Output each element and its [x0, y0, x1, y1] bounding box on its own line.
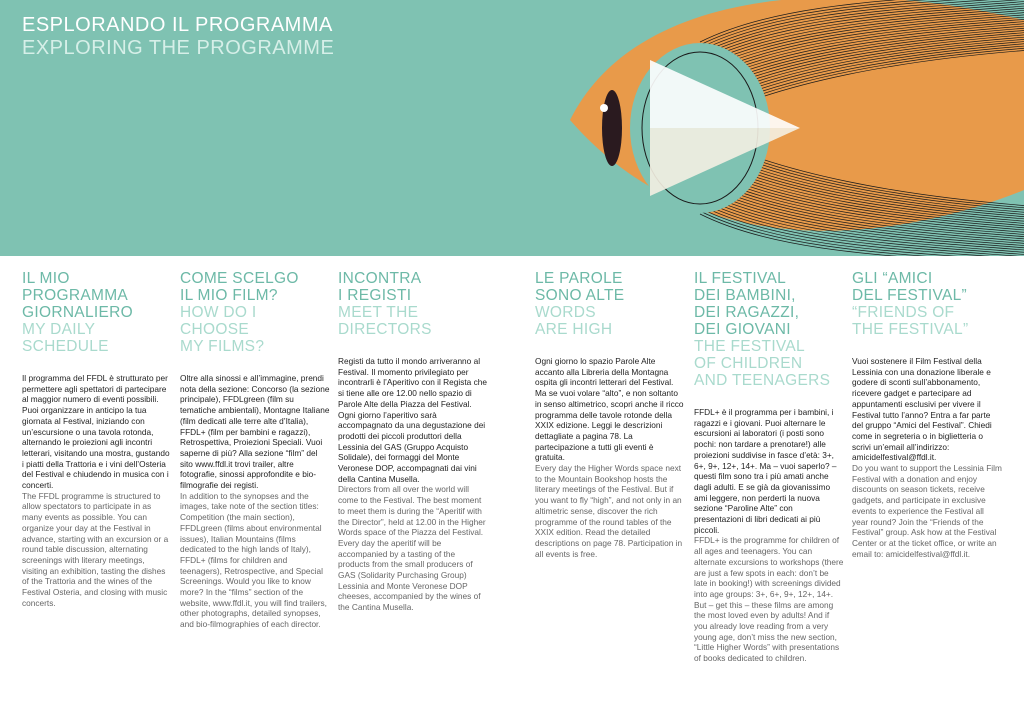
section-body-it: Ogni giorno lo spazio Parole Alte accanto alla Libreria della Montagna ospita gli incontri letterari del Festival. Ma se vuoi volare “alto”, e non soltanto in senso altimetrico, scopri anche il ricco programma delle tavole rotonde della XXIX edizione. Leggi le descrizioni dettagliate a pagina 78. La partecipazione a tutti gli eventi è gratuita. [535, 356, 684, 463]
page-title-italian: ESPLORANDO IL PROGRAMMA [22, 14, 333, 36]
section-choose-film [180, 270, 330, 630]
eye-illustration [555, 0, 1024, 256]
section-body-en: FFDL+ is the programme for children of all ages and teenagers. You can alternate excursions to workshops (there are just a few spots in each: don’t be late in booking!) with screenings divided into age groups: 3+, 6+, 9+, 12+, 14+. But – get this – these films are among the most loved even by adults! And if you already love reading from a very young age, don’t miss the new section, “Little Higher Words” with presentations of books dedicated to children. [694, 535, 844, 664]
section-heading-en: THE FESTIVAL OF CHILDREN AND TEENAGERS [694, 338, 831, 389]
header-banner [0, 0, 1024, 256]
section-body-en: Every day the Higher Words space next to the Mountain Bookshop hosts the literary meetings of the Festival. But if you want to fly “high”, and not only in an altimetric sense, discover the rich programme of the round tables of the XXIX edition. Read the detailed descriptions on page 78. Participation in all events is free. [535, 463, 683, 559]
section-meet-directors [338, 270, 488, 613]
section-body-it: Registi da tutto il mondo arriveranno al Festival. Il momento privilegiato per incontrarli è l’Aperitivo con il Regista che si tiene alle ore 12.00 nello spazio di Parole Alte della Piazza del Festival. Ogni giorno l’aperitivo sarà accompagnato da una degustazione dei prodotti dei piccoli produttori della Lessinia del GAS (Gruppo Acquisto Solidale), dei formaggi del Monte Veronese DOP, accompagnati dai vini della Cantina Musella. [338, 356, 487, 484]
section-heading-it: GLI “AMICI DEL FESTIVAL” [852, 270, 968, 304]
pupil [602, 90, 622, 166]
section-friends-of-festival [852, 270, 1002, 559]
section-body-en: The FFDL programme is structured to allow spectators to participate in as many events as possible. You can organize your day at the Festival in advance, starting with an excursion or a round table discussion, alternating screenings with literary meetings, visiting an exhibition, tasting the dishes of the Trattoria and the wines of the Festival Osteria, and closing with music concerts. [22, 490, 169, 608]
section-heading-en: MY DAILY SCHEDULE [22, 321, 109, 355]
section-body-en: Do you want to support the Lessinia Film Festival with a donation and enjoy discounts on season tickets, receive gadgets, and participate in exclusive events to experience the Festival all year round? Join the “Friends of the Festival” group. Ask how at the Festival Center or at the ticket office, or write an email to: amicidelfestival@ffdl.it. [852, 463, 1002, 559]
section-heading-en: WORDS ARE HIGH [535, 304, 613, 338]
section-body-en: In addition to the synopses and the images, take note of the section titles: Competition (the main section), FFDLgreen (films about environmental issues), Italian Mountains (films dedicated to the high lands of Italy), FFDL+ (films for children and teenagers), Retrospective, and Special Screenings. Would you like to know more? In the “films” section of the website, www.ffdl.it, you will find trailers, other photographs, detailed synopses, and bio-filmographies of each director. [180, 490, 327, 630]
sections-grid [0, 270, 1024, 707]
section-heading-en: HOW DO I CHOOSE MY FILMS? [180, 304, 265, 355]
pupil-highlight [600, 104, 608, 112]
section-children-festival [694, 270, 844, 664]
section-body-it: Oltre alla sinossi e all’immagine, prendi nota della sezione: Concorso (la sezione principale), FFDLgreen (film su tematiche ambientali), Montagne Italiane (film dedicati alle terre alte d’Italia), FFDL+ (film per bambini e ragazzi), Retrospettiva, Proiezioni Speciali. Vuoi saperne di più? Alla sezione “film” del sito www.ffdl.it trovi trailer, altre fotografie, sinossi approfondite e bio-filmografie dei registi. [180, 373, 330, 491]
section-heading-it: COME SCELGO IL MIO FILM? [180, 270, 299, 304]
section-body-it: Il programma del FFDL è strutturato per permettere agli spettatori di partecipare al maggior numero di eventi possibili. Puoi organizzare in anticipo la tua giornata al Festival, iniziando con un’escursione o una tavola rotonda, alternando le proiezioni agli incontri letterari, visitando una mostra, gustando i piatti della Trattoria e i vini dell’Osteria del Festival e chiudendo in musica con i concerti. [22, 373, 170, 491]
section-heading-it: LE PAROLE SONO ALTE [535, 270, 625, 304]
section-heading-it: IL MIO PROGRAMMA GIORNALIERO [22, 270, 133, 321]
section-heading-en: MEET THE DIRECTORS [338, 304, 432, 338]
page-title [22, 14, 334, 60]
section-body-it: FFDL+ è il programma per i bambini, i ragazzi e i giovani. Puoi alternare le escursioni ai laboratori (i posti sono pochi: non tardare a prenotare!) alle proiezioni suddivise in fasce d’età: 3+, 6+, 9+, 12+, 14+. Ma – vuoi saperlo? – questi film sono tra i più amati anche dagli adulti. E se già da giovanissimo ami leggere, non perderti la nuova sezione “Paroline Alte” con presentazioni di libri dedicati ai più piccoli. [694, 407, 837, 535]
section-heading-it: IL FESTIVAL DEI BAMBINI, DEI RAGAZZI, DEI GIOVANI [694, 270, 800, 338]
section-words-are-high [535, 270, 685, 559]
section-heading-en: “FRIENDS OF THE FESTIVAL” [852, 304, 969, 338]
page-title-english: EXPLORING THE PROGRAMME [22, 37, 335, 59]
section-heading-it: INCONTRA I REGISTI [338, 270, 422, 304]
section-daily-schedule [22, 270, 172, 608]
section-body-it: Vuoi sostenere il Film Festival della Lessinia con una donazione liberale e godere di sconti sull’abbonamento, ricevere gadget e partecipare ad appuntamenti esclusivi per vivere il Festival tutto l’anno? Entra a far parte del gruppo “Amici del Festival”. Chiedi come in segreteria o in biglietteria o scrivi un’email all’indirizzo: amicidelfestival@ffdl.it. [852, 356, 992, 463]
section-body-en: Directors from all over the world will come to the Festival. The best moment to meet them is during the “Aperitif with the Director”, held at 12.00 in the Higher Words space of the Piazza del Festival. Every day the aperitif will be accompanied by a tasting of the products from the small producers of GAS (Solidarity Purchasing Group) Lessinia and Monte Veronese DOP cheeses, accompanied by the wines of the Cantina Musella. [338, 484, 486, 613]
